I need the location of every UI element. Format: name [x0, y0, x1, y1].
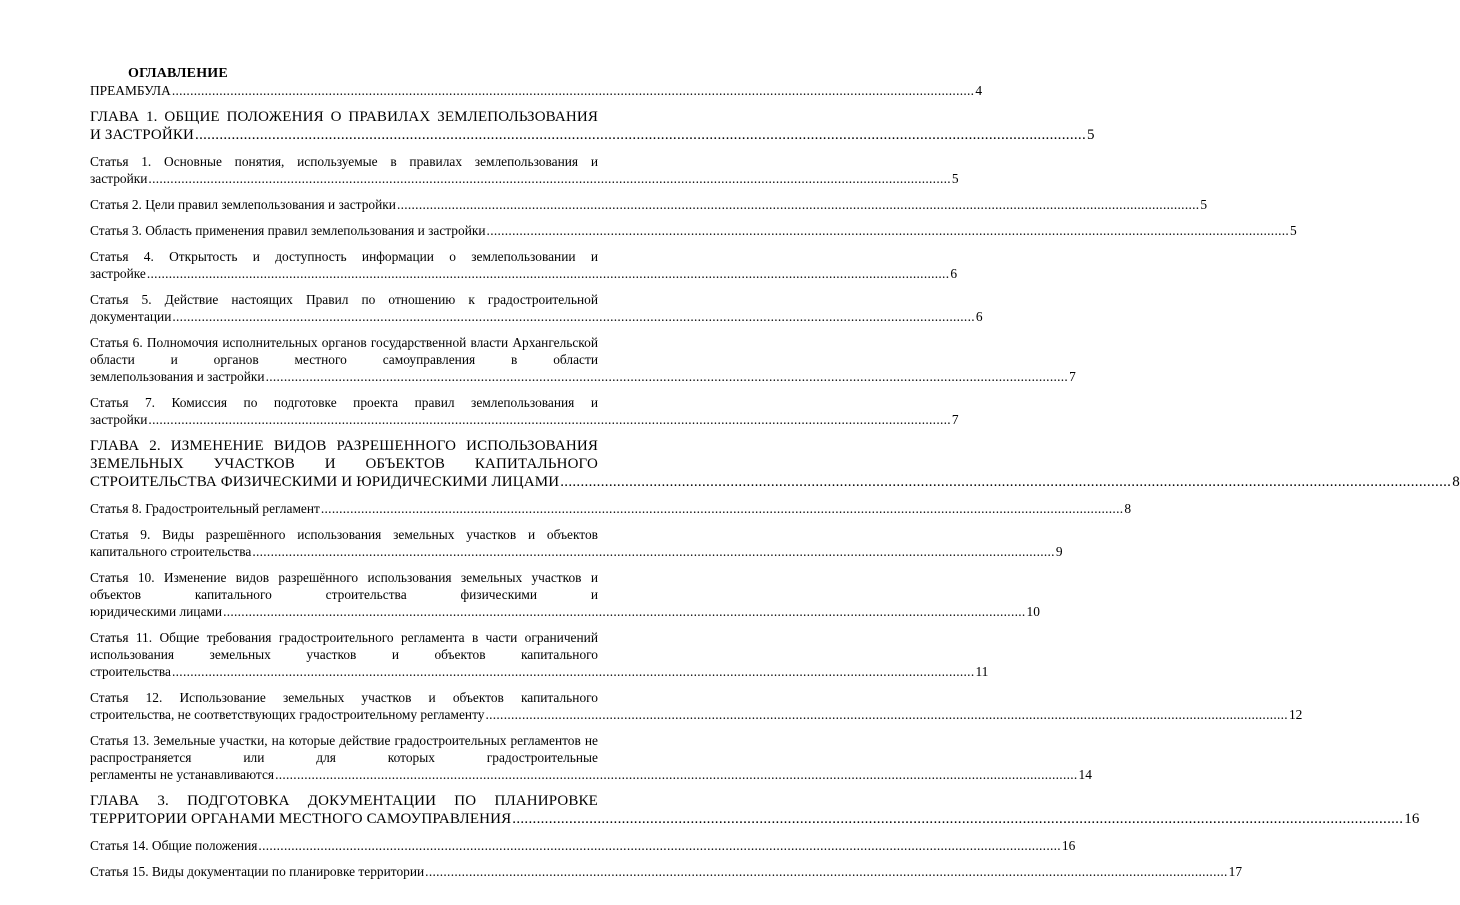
toc-page-number: 16	[1404, 811, 1420, 827]
toc-entry[interactable]	[90, 526, 1063, 560]
toc-entry-last-line	[90, 706, 1303, 723]
toc-entry-last-line	[90, 170, 959, 187]
toc-entry-title: Статья 6. Полномочия исполнительных органов государственной власти Архангельской области и органов местного самоуправления в области	[90, 335, 598, 367]
dot-leader: ............................................................................................................................................................................................................................	[171, 83, 975, 98]
toc-entries	[90, 82, 1460, 880]
toc-entry-title: ГЛАВА 3. ПОДГОТОВКА ДОКУМЕНТАЦИИ ПО ПЛАНИРОВКЕ	[90, 793, 598, 809]
toc-entry-last-line	[90, 663, 989, 680]
toc-entry-title: Статья 1. Основные понятия, используемые в правилах землепользования и	[90, 154, 598, 169]
toc-entry-title-end: ПРЕАМБУЛА	[90, 83, 171, 98]
toc-entry-title: Статья 13. Земельные участки, на которые действие градостроительных регламентов не распространяется или для которых градостроительные	[90, 733, 598, 765]
dot-leader: ............................................................................................................................................................................................................................	[485, 707, 1288, 722]
toc-entry-title: Статья 4. Открытость и доступность информации о землепользовании и	[90, 249, 598, 264]
toc-entry[interactable]	[90, 569, 1040, 620]
toc-entry[interactable]	[90, 689, 1303, 723]
dot-leader: ............................................................................................................................................................................................................................	[512, 811, 1404, 827]
dot-leader: ............................................................................................................................................................................................................................	[320, 501, 1124, 516]
toc-entry-title: Статья 10. Изменение видов разрешённого использования земельных участков и объектов капитального строительства физическими и	[90, 570, 598, 602]
toc-entry-title: Статья 11. Общие требования градостроительного регламента в части ограничений использования земельных участков и объектов капитального	[90, 630, 598, 662]
toc-page-number: 7	[951, 412, 959, 427]
toc-page-number: 8	[1452, 474, 1460, 490]
toc-entry-last-line	[90, 603, 1040, 620]
toc-entry-title-end: ТЕРРИТОРИИ ОРГАНАМИ МЕСТНОГО САМОУПРАВЛЕНИЯ	[90, 811, 512, 827]
toc-page-number: 6	[950, 266, 958, 281]
toc-entry-title: Статья 7. Комиссия по подготовке проекта правил землепользования и	[90, 395, 598, 410]
toc-chapter-entry[interactable]	[90, 792, 1420, 828]
toc-entry-title: ГЛАВА 1. ОБЩИЕ ПОЛОЖЕНИЯ О ПРАВИЛАХ ЗЕМЛЕПОЛЬЗОВАНИЯ	[90, 109, 598, 125]
dot-leader: ............................................................................................................................................................................................................................	[172, 309, 975, 324]
toc-entry-title-end: землепользования и застройки	[90, 369, 265, 384]
toc-entry[interactable]	[90, 222, 1297, 239]
toc-entry-title-end: регламенты не устанавливаются	[90, 767, 275, 782]
toc-entry-title-end: строительства, не соответствующих градостроительному регламенту	[90, 707, 485, 722]
toc-entry[interactable]	[90, 394, 959, 428]
dot-leader: ............................................................................................................................................................................................................................	[258, 838, 1061, 853]
toc-entry-last-line	[90, 411, 959, 428]
toc-page-number: 6	[975, 309, 983, 324]
toc-page-number: 9	[1055, 544, 1063, 559]
toc-entry-last-line	[90, 308, 983, 325]
toc-entry[interactable]	[90, 334, 1076, 385]
dot-leader: ............................................................................................................................................................................................................................	[146, 266, 950, 281]
dot-leader: ............................................................................................................................................................................................................................	[265, 369, 1069, 384]
toc-entry-last-line	[90, 126, 1095, 144]
toc-entry-title-end: СТРОИТЕЛЬСТВА ФИЗИЧЕСКИМИ И ЮРИДИЧЕСКИМИ ЛИЦАМИ	[90, 474, 560, 490]
toc-entry-last-line	[90, 863, 1243, 880]
toc-page-number: 5	[1087, 127, 1095, 143]
dot-leader: ............................................................................................................................................................................................................................	[195, 127, 1087, 143]
toc-entry-title: Статья 5. Действие настоящих Правил по отношению к градостроительной	[90, 292, 598, 307]
toc-entry[interactable]	[90, 837, 1076, 854]
toc-page-number: 10	[1026, 604, 1040, 619]
toc-entry[interactable]	[90, 500, 1132, 517]
table-of-contents	[90, 66, 1460, 880]
toc-entry[interactable]	[90, 863, 1243, 880]
toc-entry[interactable]	[90, 82, 983, 99]
dot-leader: ............................................................................................................................................................................................................................	[396, 197, 1200, 212]
toc-entry-title-end: строительства	[90, 664, 171, 679]
toc-entry-title-end: застройки	[90, 412, 148, 427]
toc-page-number: 4	[975, 83, 983, 98]
toc-page-number: 12	[1288, 707, 1303, 722]
toc-entry-title-end: застройки	[90, 171, 148, 186]
toc-entry-last-line	[90, 222, 1297, 239]
toc-entry[interactable]	[90, 629, 989, 680]
toc-entry-last-line	[90, 196, 1208, 213]
dot-leader: ............................................................................................................................................................................................................................	[560, 474, 1452, 490]
toc-entry-last-line	[90, 500, 1132, 517]
dot-leader: ............................................................................................................................................................................................................................	[252, 544, 1055, 559]
toc-entry-title-end: Статья 8. Градостроительный регламент	[90, 501, 320, 516]
toc-entry-title-end: документации	[90, 309, 172, 324]
toc-entry-last-line	[90, 837, 1076, 854]
toc-entry-last-line	[90, 543, 1063, 560]
toc-chapter-entry[interactable]	[90, 437, 1460, 491]
toc-entry-title-end: И ЗАСТРОЙКИ	[90, 127, 195, 143]
toc-entry-title-end: Статья 2. Цели правил землепользования и застройки	[90, 197, 396, 212]
toc-entry[interactable]	[90, 196, 1208, 213]
toc-entry-last-line	[90, 766, 1092, 783]
dot-leader: ............................................................................................................................................................................................................................	[425, 864, 1228, 879]
toc-heading: ОГЛАВЛЕНИЕ	[128, 66, 228, 81]
dot-leader: ............................................................................................................................................................................................................................	[275, 767, 1078, 782]
dot-leader: ............................................................................................................................................................................................................................	[172, 664, 975, 679]
toc-page-number: 5	[1290, 223, 1297, 238]
toc-entry-title-end: Статья 14. Общие положения	[90, 838, 258, 853]
toc-page-number: 14	[1078, 767, 1092, 782]
toc-page-number: 5	[951, 171, 959, 186]
toc-entry-last-line	[90, 82, 983, 99]
toc-entry-last-line	[90, 473, 1460, 491]
toc-entry-title: ГЛАВА 2. ИЗМЕНЕНИЕ ВИДОВ РАЗРЕШЕННОГО ИСПОЛЬЗОВАНИЯ ЗЕМЕЛЬНЫХ УЧАСТКОВ И ОБЪЕКТОВ КАПИТАЛЬНОГО	[90, 438, 598, 472]
toc-entry-title-end: Статья 15. Виды документации по планировке территории	[90, 864, 425, 879]
toc-page-number: 17	[1228, 864, 1243, 879]
toc-entry-title: Статья 9. Виды разрешённого использования земельных участков и объектов	[90, 527, 598, 542]
dot-leader: ............................................................................................................................................................................................................................	[148, 171, 951, 186]
toc-entry[interactable]	[90, 732, 1092, 783]
dot-leader: ............................................................................................................................................................................................................................	[486, 223, 1290, 238]
dot-leader: ............................................................................................................................................................................................................................	[223, 604, 1026, 619]
toc-entry-last-line	[90, 265, 958, 282]
toc-page-number: 16	[1061, 838, 1076, 853]
toc-entry-last-line	[90, 368, 1076, 385]
toc-page-number: 11	[975, 664, 989, 679]
toc-entry[interactable]	[90, 291, 983, 325]
toc-entry-title-end: Статья 3. Область применения правил землепользования и застройки	[90, 223, 486, 238]
dot-leader: ............................................................................................................................................................................................................................	[148, 412, 951, 427]
toc-entry-title: Статья 12. Использование земельных участков и объектов капитального	[90, 690, 598, 705]
toc-entry-title-end: капитального строительства	[90, 544, 252, 559]
toc-page-number: 7	[1069, 369, 1076, 384]
toc-chapter-entry[interactable]	[90, 108, 1095, 144]
toc-entry[interactable]	[90, 248, 958, 282]
toc-entry-last-line	[90, 810, 1420, 828]
toc-page-number: 5	[1200, 197, 1208, 212]
toc-entry-title-end: застройке	[90, 266, 146, 281]
toc-page-number: 8	[1124, 501, 1132, 516]
toc-entry-title-end: юридическими лицами	[90, 604, 223, 619]
toc-entry[interactable]	[90, 153, 959, 187]
